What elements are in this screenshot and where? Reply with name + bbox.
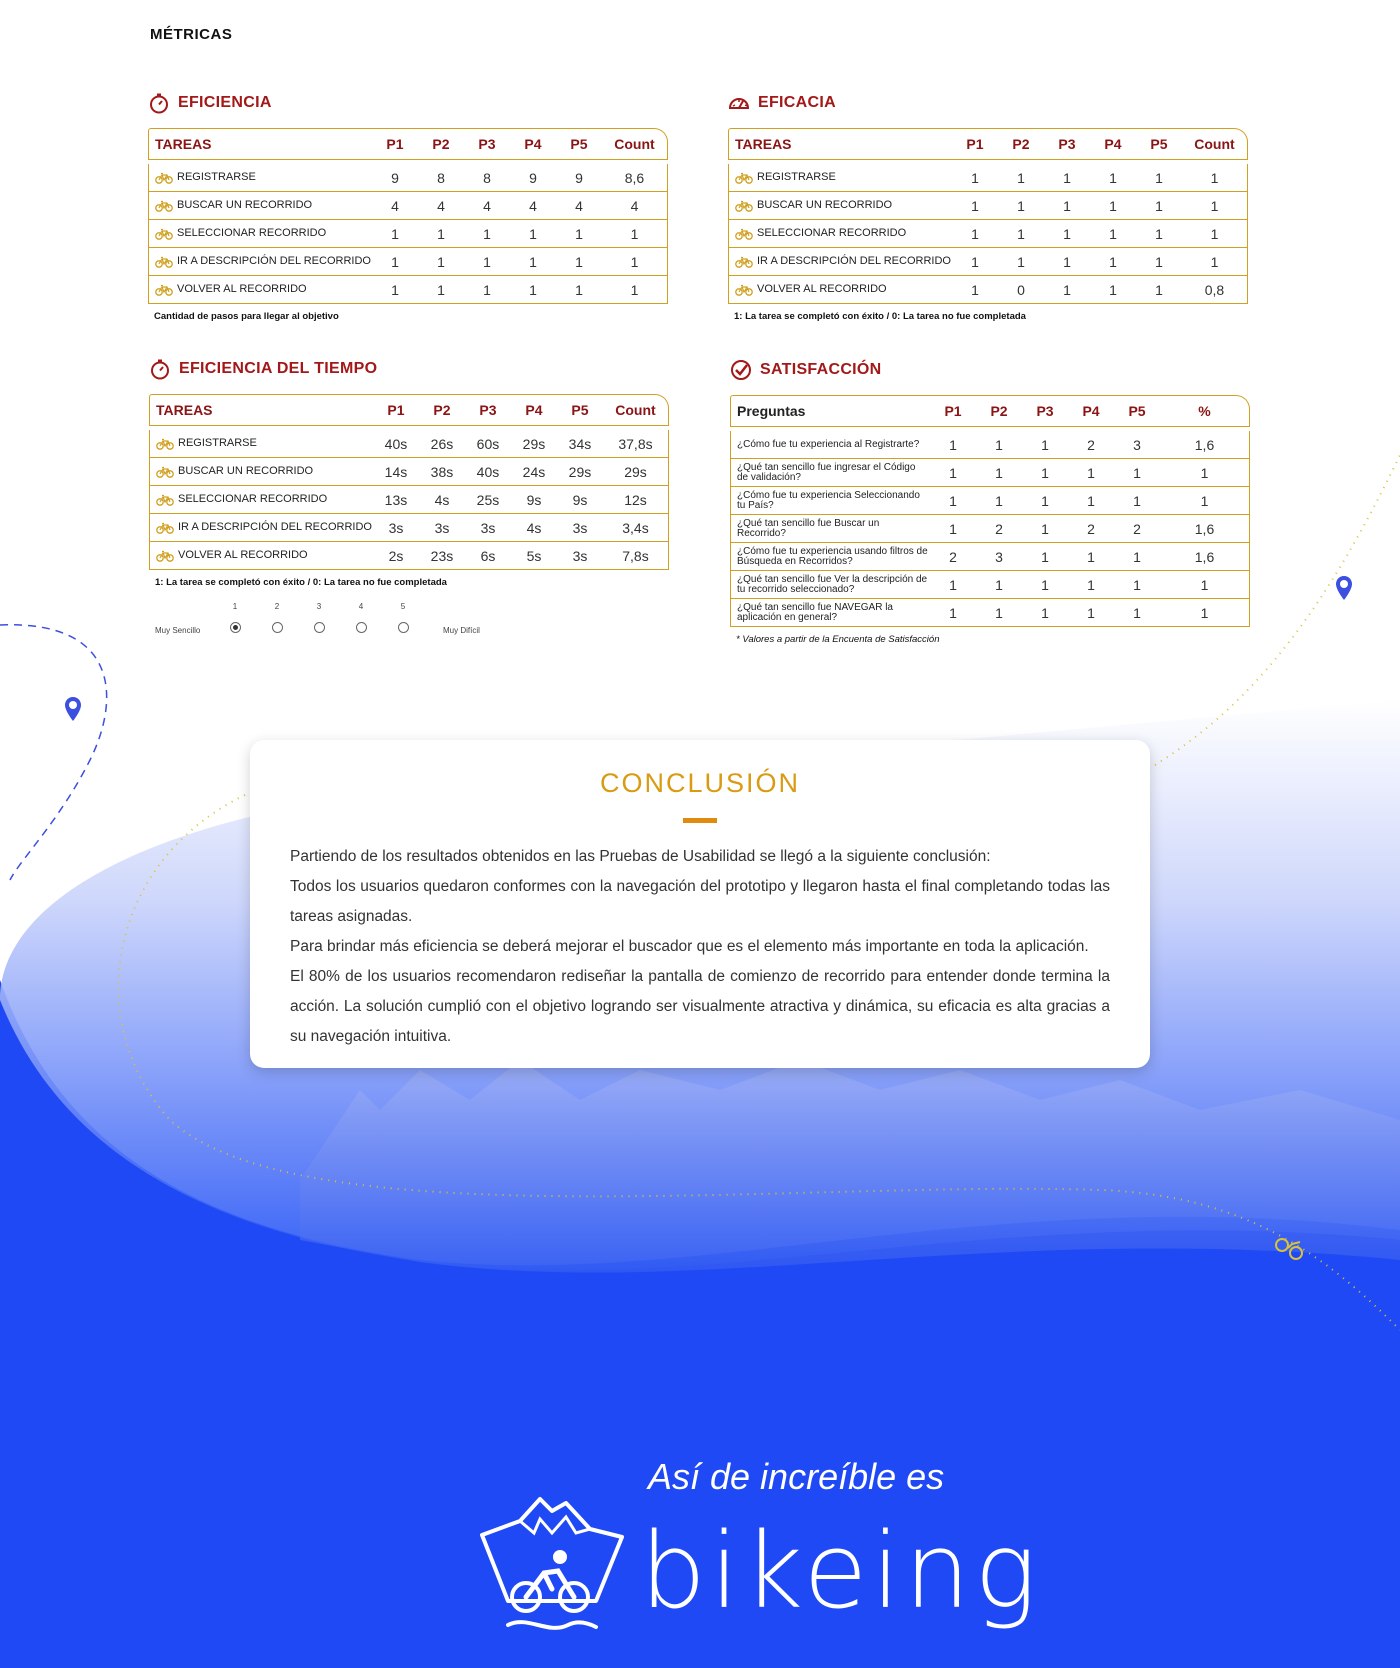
- table-cell: 1: [418, 220, 464, 248]
- brand-wordmark: bikeing: [640, 1510, 1041, 1632]
- table-row: [149, 542, 669, 570]
- table-cell: 6s: [465, 542, 511, 570]
- table-cell: 9: [510, 164, 556, 192]
- table-row: [728, 220, 1248, 248]
- bicycle-icon: [155, 256, 173, 268]
- bike-route-icon: [1274, 1236, 1308, 1262]
- table-row: [730, 543, 1250, 571]
- row-label: [728, 220, 952, 248]
- column-header: P1: [952, 128, 998, 160]
- table-cell: 1: [1044, 220, 1090, 248]
- stopwatch-icon: [149, 358, 171, 380]
- table-cell: 1: [1090, 248, 1136, 276]
- satisfaccion-note: * Valores a partir de la Encuenta de Satisfacción: [736, 634, 940, 645]
- table-cell: 3,4s: [603, 514, 669, 542]
- table-cell: 60s: [465, 430, 511, 458]
- table-cell: 1: [1136, 276, 1182, 304]
- tiempo-header: [149, 354, 669, 384]
- column-header: P5: [1136, 128, 1182, 160]
- table-cell: 1: [998, 220, 1044, 248]
- table-cell: 2s: [373, 542, 419, 570]
- bicycle-icon: [155, 284, 173, 296]
- table-cell: 1: [1114, 543, 1160, 571]
- table-cell: 1: [1068, 599, 1114, 627]
- table-cell: 1: [602, 220, 668, 248]
- table-row: [728, 192, 1248, 220]
- row-label-text: IR A DESCRIPCIÓN DEL RECORRIDO: [757, 255, 951, 268]
- table-cell: 1,6: [1160, 543, 1250, 571]
- table-cell: 1: [1090, 164, 1136, 192]
- column-header: TAREAS: [149, 394, 373, 426]
- table-cell: 1: [998, 164, 1044, 192]
- eficacia-header: [728, 88, 1248, 118]
- table-cell: 13s: [373, 486, 419, 514]
- column-header: P4: [1090, 128, 1136, 160]
- table-cell: 1: [464, 276, 510, 304]
- bicycle-icon: [155, 172, 173, 184]
- tagline: Así de increíble es: [648, 1456, 945, 1497]
- scale-number: 5: [400, 602, 406, 611]
- scale-radio[interactable]: [356, 622, 367, 633]
- tiempo-table: [149, 394, 669, 570]
- row-label-text: VOLVER AL RECORRIDO: [177, 283, 307, 296]
- table-cell: 4s: [419, 486, 465, 514]
- column-header: P3: [1044, 128, 1090, 160]
- table-cell: 1: [952, 220, 998, 248]
- table-cell: 14s: [373, 458, 419, 486]
- row-label: [728, 164, 952, 192]
- table-cell: 1: [930, 599, 976, 627]
- column-header: Count: [603, 394, 669, 426]
- conclusion-paragraph: El 80% de los usuarios recomendaron rediseñar la pantalla de comienzo de recorrido para entender donde termina la acción. La solución cumplió con el objetivo logrando ser visualmente atractiva y dinámica, su eficacia es alta gracias a su navegación intuitiva.: [290, 968, 1110, 1045]
- column-header: P5: [556, 128, 602, 160]
- row-label-text: REGISTRARSE: [757, 171, 836, 184]
- table-cell: 4: [418, 192, 464, 220]
- table-cell: 1: [1090, 220, 1136, 248]
- conclusion-title: CONCLUSIÓN: [599, 768, 801, 798]
- table-row: [148, 164, 668, 192]
- table-cell: 1: [930, 515, 976, 543]
- row-label: [730, 487, 930, 515]
- title-underline: [683, 818, 717, 823]
- eficiencia-table: [148, 128, 668, 304]
- table-cell: 1: [998, 248, 1044, 276]
- stopwatch-icon: [148, 92, 170, 114]
- table-cell: 1: [952, 248, 998, 276]
- table-cell: 40s: [465, 458, 511, 486]
- column-header: P1: [373, 394, 419, 426]
- bicycle-icon: [155, 228, 173, 240]
- table-cell: 1: [976, 431, 1022, 459]
- table-cell: 1: [1114, 487, 1160, 515]
- table-cell: 1: [1182, 248, 1248, 276]
- row-label-text: SELECCIONAR RECORRIDO: [178, 493, 328, 506]
- table-row: [728, 164, 1248, 192]
- table-cell: 1: [1022, 543, 1068, 571]
- table-cell: 1: [952, 276, 998, 304]
- satisfaccion-block: [730, 355, 1250, 645]
- scale-radio[interactable]: [314, 622, 325, 633]
- satisfaccion-title: SATISFACCIÓN: [760, 361, 882, 378]
- scale-number: 1: [232, 602, 238, 611]
- table-cell: 1: [1044, 276, 1090, 304]
- table-cell: 29s: [511, 430, 557, 458]
- table-cell: 1: [372, 276, 418, 304]
- table-cell: 1: [372, 248, 418, 276]
- column-header: P2: [976, 395, 1022, 427]
- table-row: [730, 487, 1250, 515]
- table-row: [728, 276, 1248, 304]
- table-cell: 1: [1090, 276, 1136, 304]
- table-cell: 1: [1114, 571, 1160, 599]
- row-label-text: REGISTRARSE: [177, 171, 256, 184]
- table-cell: 4s: [511, 514, 557, 542]
- table-cell: 1: [976, 487, 1022, 515]
- table-cell: 1: [1068, 487, 1114, 515]
- column-header: TAREAS: [148, 128, 372, 160]
- table-row: [149, 430, 669, 458]
- row-label: [149, 542, 373, 570]
- row-label: [148, 192, 372, 220]
- table-row: [149, 458, 669, 486]
- column-header: P5: [557, 394, 603, 426]
- table-cell: 1: [464, 248, 510, 276]
- row-label: [149, 458, 373, 486]
- column-header: %: [1160, 395, 1250, 427]
- row-label-text: VOLVER AL RECORRIDO: [178, 549, 308, 562]
- table-row: [149, 514, 669, 542]
- eficacia-table: [728, 128, 1248, 304]
- location-pin-icon: [64, 696, 82, 722]
- table-cell: 1: [1136, 220, 1182, 248]
- row-label-text: BUSCAR UN RECORRIDO: [177, 199, 313, 212]
- bicycle-icon: [156, 550, 174, 562]
- bicycle-icon: [156, 438, 174, 450]
- eficiencia-header: [148, 88, 668, 118]
- table-cell: 2: [976, 515, 1022, 543]
- table-cell: 1: [1160, 487, 1250, 515]
- table-cell: 1: [1068, 543, 1114, 571]
- row-label: [730, 431, 930, 459]
- tiempo-note: 1: La tarea se completó con éxito / 0: La tarea no fue completada: [155, 577, 447, 588]
- table-cell: 1: [930, 487, 976, 515]
- tiempo-title: EFICIENCIA DEL TIEMPO: [179, 360, 378, 377]
- table-cell: 4: [510, 192, 556, 220]
- row-label-text: SELECCIONAR RECORRIDO: [757, 227, 907, 240]
- satisfaccion-table: [730, 395, 1250, 627]
- table-cell: 1: [510, 248, 556, 276]
- gauge-icon: [728, 92, 750, 114]
- conclusion-paragraph: Para brindar más eficiencia se deberá mejorar el buscador que es el elemento más importante en toda la aplicación.: [290, 938, 1089, 955]
- scale-number: 2: [274, 602, 280, 611]
- table-cell: 1: [1044, 248, 1090, 276]
- scale-radio[interactable]: [398, 622, 409, 633]
- table-cell: 1: [1044, 192, 1090, 220]
- bicycle-icon: [156, 494, 174, 506]
- column-header: Count: [602, 128, 668, 160]
- table-row: [148, 220, 668, 248]
- table-cell: 25s: [465, 486, 511, 514]
- scale-number: 4: [358, 602, 364, 611]
- table-row: [148, 276, 668, 304]
- table-cell: 1,6: [1160, 431, 1250, 459]
- table-cell: 1: [952, 164, 998, 192]
- row-label: [730, 543, 930, 571]
- table-cell: 1: [556, 220, 602, 248]
- table-cell: 8: [418, 164, 464, 192]
- table-row: [148, 192, 668, 220]
- table-cell: 5s: [511, 542, 557, 570]
- table-cell: 3: [976, 543, 1022, 571]
- table-cell: 1: [1068, 459, 1114, 487]
- column-header: TAREAS: [728, 128, 952, 160]
- row-label: [728, 248, 952, 276]
- table-cell: 1: [1136, 192, 1182, 220]
- table-cell: 9: [372, 164, 418, 192]
- table-cell: 1: [976, 599, 1022, 627]
- table-cell: 8: [464, 164, 510, 192]
- table-cell: 1: [510, 220, 556, 248]
- table-cell: 3s: [419, 514, 465, 542]
- row-label: [728, 276, 952, 304]
- bicycle-icon: [735, 284, 753, 296]
- scale-right-label: Muy Difícil: [443, 626, 480, 635]
- table-cell: 1,6: [1160, 515, 1250, 543]
- table-cell: 1: [602, 276, 668, 304]
- table-cell: 37,8s: [603, 430, 669, 458]
- table-cell: 3s: [465, 514, 511, 542]
- row-label: [148, 220, 372, 248]
- eficacia-title: EFICACIA: [758, 94, 836, 111]
- table-cell: 4: [602, 192, 668, 220]
- scale-radio[interactable]: [272, 622, 283, 633]
- column-header: P4: [511, 394, 557, 426]
- table-cell: 12s: [603, 486, 669, 514]
- table-cell: 1: [372, 220, 418, 248]
- table-cell: 4: [464, 192, 510, 220]
- table-cell: 7,8s: [603, 542, 669, 570]
- table-cell: 24s: [511, 458, 557, 486]
- row-label-text: BUSCAR UN RECORRIDO: [757, 199, 893, 212]
- eficacia-note: 1: La tarea se completó con éxito / 0: La tarea no fue completada: [734, 311, 1026, 322]
- table-cell: 1: [1114, 599, 1160, 627]
- table-cell: 2: [930, 543, 976, 571]
- bicycle-icon: [156, 466, 174, 478]
- table-cell: 1: [1160, 571, 1250, 599]
- table-cell: 34s: [557, 430, 603, 458]
- check-circle-icon: [730, 359, 752, 381]
- row-label-text: IR A DESCRIPCIÓN DEL RECORRIDO: [178, 521, 372, 534]
- conclusion-paragraph: Todos los usuarios quedaron conformes con la navegación del prototipo y llegaron hasta el final completando todas las tareas asignadas.: [290, 878, 1110, 925]
- table-cell: 1: [1022, 487, 1068, 515]
- table-cell: 3s: [557, 542, 603, 570]
- row-label-text: ¿Cómo fue tu experiencia al Registrarte?: [737, 438, 920, 450]
- table-cell: 1: [418, 248, 464, 276]
- table-row: [730, 599, 1250, 627]
- row-label: [728, 192, 952, 220]
- column-header: Count: [1182, 128, 1248, 160]
- row-label-text: IR A DESCRIPCIÓN DEL RECORRIDO: [177, 255, 371, 268]
- table-cell: 3s: [373, 514, 419, 542]
- row-label-text: ¿Cómo fue tu experiencia Seleccionando tu País?: [737, 489, 920, 511]
- table-cell: 29s: [603, 458, 669, 486]
- row-label: [149, 514, 373, 542]
- table-cell: 23s: [419, 542, 465, 570]
- table-cell: 1: [556, 276, 602, 304]
- row-label-text: VOLVER AL RECORRIDO: [757, 283, 887, 296]
- column-header: P4: [510, 128, 556, 160]
- table-row: [148, 248, 668, 276]
- table-cell: 1: [1160, 459, 1250, 487]
- eficiencia-note: Cantidad de pasos para llegar al objetivo: [154, 311, 339, 322]
- table-cell: 1: [976, 459, 1022, 487]
- conclusion-card: [250, 740, 1150, 1068]
- table-cell: 29s: [557, 458, 603, 486]
- row-label: [148, 248, 372, 276]
- table-cell: 3s: [557, 514, 603, 542]
- table-cell: 1: [1136, 164, 1182, 192]
- table-cell: 1: [1068, 571, 1114, 599]
- table-cell: 1: [998, 192, 1044, 220]
- table-cell: 9: [556, 164, 602, 192]
- row-label-text: ¿Qué tan sencillo fue Buscar un Recorrido?: [737, 517, 880, 539]
- table-cell: 1: [1022, 431, 1068, 459]
- table-row: [149, 486, 669, 514]
- row-label-text: ¿Qué tan sencillo fue Ver la descripción de tu recorrido seleccionado?: [737, 573, 928, 595]
- scale-number: 3: [316, 602, 322, 611]
- column-header: P1: [372, 128, 418, 160]
- table-cell: 0: [998, 276, 1044, 304]
- page-title: MÉTRICAS: [150, 26, 233, 43]
- bikeing-logo-icon: [478, 1493, 626, 1639]
- table-cell: 1: [930, 571, 976, 599]
- table-row: [730, 515, 1250, 543]
- table-cell: 1: [1182, 164, 1248, 192]
- table-cell: 1: [1160, 599, 1250, 627]
- rating-scale: [150, 596, 490, 636]
- scale-left-label: Muy Sencillo: [155, 626, 201, 635]
- table-cell: 1: [418, 276, 464, 304]
- table-cell: 4: [372, 192, 418, 220]
- bicycle-icon: [735, 172, 753, 184]
- table-cell: 1: [930, 431, 976, 459]
- column-header: P5: [1114, 395, 1160, 427]
- table-cell: 1: [1114, 459, 1160, 487]
- column-header: P1: [930, 395, 976, 427]
- column-header: Preguntas: [730, 395, 930, 427]
- table-cell: 1: [602, 248, 668, 276]
- tiempo-block: [149, 354, 669, 588]
- table-row: [730, 431, 1250, 459]
- table-cell: 26s: [419, 430, 465, 458]
- row-label: [730, 515, 930, 543]
- scale-radio[interactable]: [230, 622, 241, 633]
- table-cell: 1: [1136, 248, 1182, 276]
- column-header: P3: [465, 394, 511, 426]
- table-cell: 1: [930, 459, 976, 487]
- table-cell: 1: [1022, 571, 1068, 599]
- table-cell: 9s: [511, 486, 557, 514]
- table-cell: 1: [510, 276, 556, 304]
- table-cell: 9s: [557, 486, 603, 514]
- bicycle-icon: [735, 256, 753, 268]
- table-row: [730, 459, 1250, 487]
- table-cell: 1: [1022, 459, 1068, 487]
- column-header: P3: [464, 128, 510, 160]
- row-label: [730, 599, 930, 627]
- table-cell: 1: [1022, 515, 1068, 543]
- table-cell: 1: [464, 220, 510, 248]
- satisfaccion-header: [730, 355, 1250, 385]
- table-cell: 38s: [419, 458, 465, 486]
- row-label-text: SELECCIONAR RECORRIDO: [177, 227, 327, 240]
- row-label: [149, 430, 373, 458]
- eficiencia-title: EFICIENCIA: [178, 94, 272, 111]
- location-pin-icon: [1335, 575, 1353, 601]
- table-cell: 2: [1068, 515, 1114, 543]
- table-cell: 8,6: [602, 164, 668, 192]
- table-row: [730, 571, 1250, 599]
- column-header: P2: [998, 128, 1044, 160]
- row-label: [148, 276, 372, 304]
- conclusion-body: [290, 842, 1110, 1052]
- table-cell: 1: [1022, 599, 1068, 627]
- row-label-text: ¿Qué tan sencillo fue NAVEGAR la aplicación en general?: [737, 601, 893, 623]
- table-cell: 1: [952, 192, 998, 220]
- table-cell: 2: [1068, 431, 1114, 459]
- row-label-text: REGISTRARSE: [178, 437, 257, 450]
- table-cell: 1: [976, 571, 1022, 599]
- bicycle-icon: [735, 228, 753, 240]
- bicycle-icon: [735, 200, 753, 212]
- row-label: [149, 486, 373, 514]
- row-label: [730, 459, 930, 487]
- table-cell: 1: [556, 248, 602, 276]
- eficiencia-block: [148, 88, 668, 322]
- table-cell: 3: [1114, 431, 1160, 459]
- bicycle-icon: [155, 200, 173, 212]
- column-header: P3: [1022, 395, 1068, 427]
- row-label-text: ¿Qué tan sencillo fue ingresar el Código de validación?: [737, 461, 916, 483]
- row-label: [148, 164, 372, 192]
- row-label: [730, 571, 930, 599]
- row-label-text: ¿Cómo fue tu experiencia usando filtros de Búsqueda en Recorridos?: [737, 545, 928, 567]
- table-cell: 4: [556, 192, 602, 220]
- table-row: [728, 248, 1248, 276]
- column-header: P4: [1068, 395, 1114, 427]
- table-cell: 1: [1182, 192, 1248, 220]
- table-cell: 40s: [373, 430, 419, 458]
- table-cell: 2: [1114, 515, 1160, 543]
- eficacia-block: [728, 88, 1248, 322]
- column-header: P2: [418, 128, 464, 160]
- table-cell: 1: [1090, 192, 1136, 220]
- table-cell: 0,8: [1182, 276, 1248, 304]
- bicycle-icon: [156, 522, 174, 534]
- row-label-text: BUSCAR UN RECORRIDO: [178, 465, 314, 478]
- table-cell: 1: [1182, 220, 1248, 248]
- table-cell: 1: [1044, 164, 1090, 192]
- conclusion-paragraph: Partiendo de los resultados obtenidos en las Pruebas de Usabilidad se llegó a la siguiente conclusión:: [290, 848, 991, 865]
- column-header: P2: [419, 394, 465, 426]
